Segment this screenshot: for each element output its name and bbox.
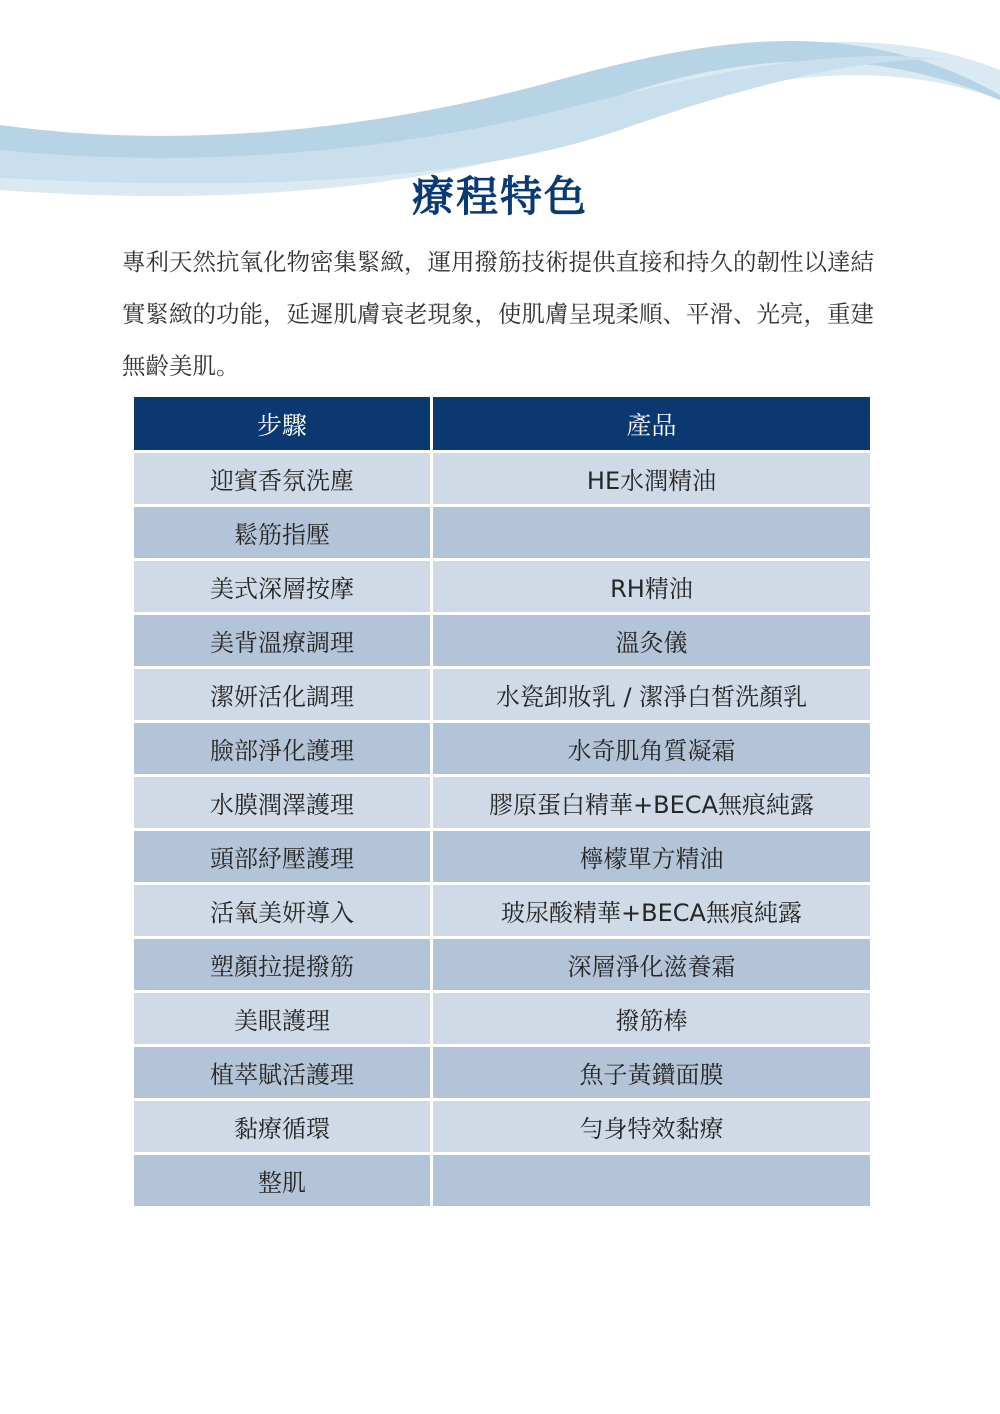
intro-paragraph: 專利天然抗氧化物密集緊緻，運用撥筋技術提供直接和持久的韌性以達結實緊緻的功能，延遲肌膚衰老現象，使肌膚呈現柔順、平滑、光亮，重建無齡美肌。 <box>122 248 874 380</box>
product-cell: 檸檬單方精油 <box>432 830 872 884</box>
step-cell: 潔妍活化調理 <box>133 668 432 722</box>
product-cell: 膠原蛋白精華+BECA無痕純露 <box>432 776 872 830</box>
step-cell: 頭部紓壓護理 <box>133 830 432 884</box>
product-cell: RH精油 <box>432 560 872 614</box>
product-cell <box>432 506 872 560</box>
step-cell: 塑顏拉提撥筋 <box>133 938 432 992</box>
product-cell: 勻身特效黏療 <box>432 1100 872 1154</box>
product-cell: 水瓷卸妝乳 / 潔淨白皙洗顏乳 <box>432 668 872 722</box>
table-row <box>133 506 872 560</box>
header-product: 產品 <box>432 396 872 452</box>
table-row <box>133 452 872 506</box>
table-row <box>133 938 872 992</box>
step-cell: 美背溫療調理 <box>133 614 432 668</box>
treatment-table <box>131 394 873 1209</box>
product-cell: HE水潤精油 <box>432 452 872 506</box>
product-cell: 溫灸儀 <box>432 614 872 668</box>
table-row <box>133 830 872 884</box>
treatment-table-container <box>131 394 870 1209</box>
table-row <box>133 668 872 722</box>
product-cell: 水奇肌角質凝霜 <box>432 722 872 776</box>
step-cell: 整肌 <box>133 1154 432 1208</box>
step-cell: 植萃賦活護理 <box>133 1046 432 1100</box>
table-row <box>133 560 872 614</box>
step-cell: 迎賓香氛洗塵 <box>133 452 432 506</box>
header-step: 步驟 <box>133 396 432 452</box>
step-cell: 美式深層按摩 <box>133 560 432 614</box>
table-row <box>133 884 872 938</box>
table-row <box>133 614 872 668</box>
product-cell <box>432 1154 872 1208</box>
page-title: 療程特色 <box>411 172 588 221</box>
table-row <box>133 1154 872 1208</box>
product-cell: 深層淨化滋養霜 <box>432 938 872 992</box>
table-header-row <box>133 396 872 452</box>
table-row <box>133 1046 872 1100</box>
step-cell: 水膜潤澤護理 <box>133 776 432 830</box>
product-cell: 撥筋棒 <box>432 992 872 1046</box>
step-cell: 活氧美妍導入 <box>133 884 432 938</box>
step-cell: 臉部淨化護理 <box>133 722 432 776</box>
product-cell: 玻尿酸精華+BECA無痕純露 <box>432 884 872 938</box>
step-cell: 鬆筋指壓 <box>133 506 432 560</box>
table-row <box>133 1100 872 1154</box>
table-row <box>133 722 872 776</box>
table-row <box>133 992 872 1046</box>
step-cell: 美眼護理 <box>133 992 432 1046</box>
table-row <box>133 776 872 830</box>
product-cell: 魚子黃鑽面膜 <box>432 1046 872 1100</box>
step-cell: 黏療循環 <box>133 1100 432 1154</box>
